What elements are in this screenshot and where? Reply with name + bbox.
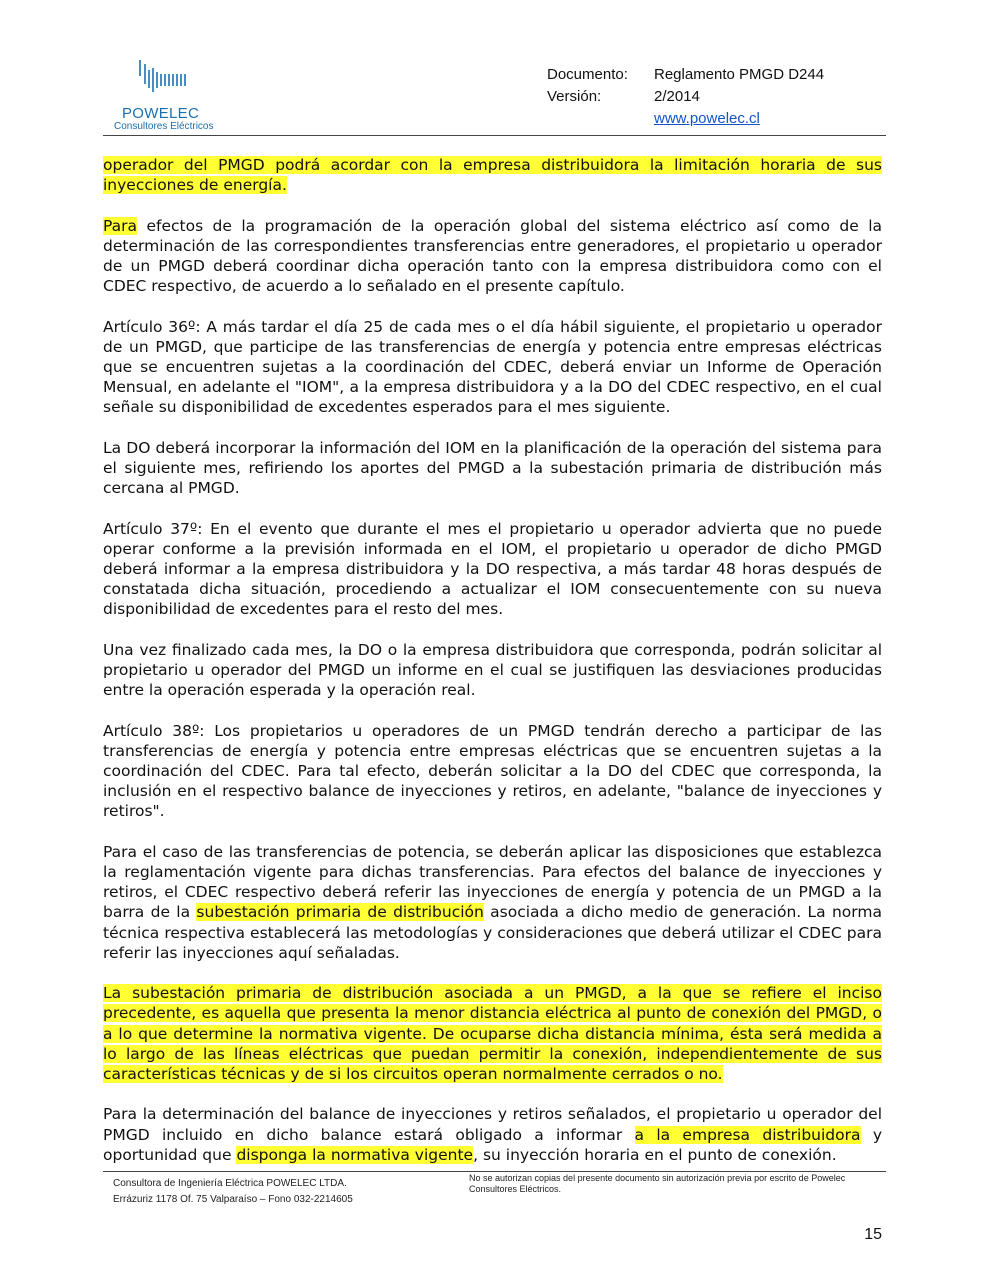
paragraph-text: y oportunidad que [103,1125,882,1164]
paragraph-9 [103,983,882,1084]
document-value: Reglamento PMGD D244 [654,66,825,83]
logo-name: POWELEC [122,105,200,122]
footer-company-info [113,1176,353,1208]
highlighted-text: a la empresa distribuidora [634,1125,861,1144]
highlighted-text: operador del PMGD podrá acordar con la empresa distribuidora la limitación horaria de sus inyecciones de energía. [103,156,882,195]
version-value: 2/2014 [654,88,700,105]
highlighted-text: subestación primaria de distribución [196,903,484,922]
article-36: Artículo 36º: A más tardar el día 25 de cada mes o el día hábil siguiente, el propietario u operador de un PMGD, que participe de las transferencias de energía y potencia entre empresas eléctricas que se encuentren sujetas a la coordinación del CDEC, deberá enviar un Informe de Operación Mensual, en adelante el "IOM", a la empresa distribuidora y a la DO del CDEC respectivo, en el cual señale su disponibilidad de excedentes esperados para el mes siguiente. [103,317,882,417]
paragraph-1 [103,155,882,195]
version-label: Versión: [547,88,602,105]
website-link[interactable]: www.powelec.cl [654,110,760,127]
document-body [103,155,882,1185]
footer-notice: No se autorizan copias del presente documento sin autorización previa por escrito de Powelec Consultores Eléctricos. [469,1173,846,1194]
highlighted-text: disponga la normativa vigente [236,1145,474,1164]
paragraph-10 [103,1104,882,1165]
highlighted-text: Para [103,216,138,235]
logo-subtitle: Consultores Eléctricos [114,121,214,132]
paragraph-text: , su inyección horaria en el punto de conexión. [473,1145,837,1164]
company-logo [112,58,232,134]
page-number: 15 [864,1226,882,1243]
footer-divider [103,1171,886,1172]
logo-bars-icon [134,58,194,102]
paragraph-text: efectos de la programación de la operación global del sistema eléctrico así como de la determinación de las correspondientes transferencias entre generadores, el propietario u operador de un PMGD deberá coordinar dicha operación tanto con la empresa distribuidora como con el CDEC respectivo, de acuerdo a lo señalado en el presente capítulo. [103,216,882,296]
article-37: Artículo 37º: En el evento que durante el mes el propietario u operador advierta que no puede operar conforme a la previsión informada en el IOM, el propietario u operador de dicho PMGD deberá informar a la empresa distribuidora y la DO respectiva, a más tardar 48 horas después de constatada dicha situación, procediendo a actualizar el IOM consecuentemente con su nueva disponibilidad de excedentes para el resto del mes. [103,519,882,619]
highlighted-text: La subestación primaria de distribución asociada a un PMGD, a la que se refiere el inciso precedente, es aquella que presenta la menor distancia eléctrica al punto de conexión del PMGD, o a lo que determine la normativa vigente. De ocuparse dicha distancia mínima, ésta será medida a lo largo de las líneas eléctricas que puedan permitir la conexión, independientemente de sus características técnicas y de si los circuitos operan normalmente cerrados o no. [103,984,882,1084]
header-divider [103,135,886,136]
paragraph-6: Una vez finalizado cada mes, la DO o la empresa distribuidora que corresponda, podrán solicitar al propietario u operador del PMGD un informe en el cual se justifiquen las desviaciones producidas entre la operación esperada y la operación real. [103,640,882,700]
paragraph-text: Para la determinación del balance de inyecciones y retiros señalados, el propietario u operador del PMGD incluido en dicho balance estará obligado a informar [103,1105,882,1144]
document-label: Documento: [547,66,628,83]
article-38: Artículo 38º: Los propietarios u operadores de un PMGD tendrán derecho a participar de las transferencias de energía y potencia entre empresas eléctricas que se encuentren sujetas a la coordinación del CDEC. Para tal efecto, deberán solicitar a la DO del CDEC que corresponda, la inclusión en el respectivo balance de inyecciones y retiros, en adelante, "balance de inyecciones y retiros". [103,721,882,821]
paragraph-text: Para el caso de las transferencias de potencia, se deberán aplicar las disposiciones que establezca la reglamentación vigente para dichas transferencias. Para efectos del balance de inyecciones y retiros, el CDEC respectivo deberá referir las inyecciones de energía y potencia de un PMGD a la barra de la [103,842,882,922]
paragraph-8 [103,842,882,963]
paragraph-4: La DO deberá incorporar la información del IOM en la planificación de la operación del sistema para el siguiente mes, refiriendo los aportes del PMGD a la subestación primaria de distribución más cercana al PMGD. [103,438,882,498]
footer-address: Errázuriz 1178 Of. 75 Valparaíso – Fono 032-2214605 [113,1194,353,1205]
paragraph-text: asociada a dicho medio de generación. La norma técnica respectiva establecerá las metodologías y consideraciones que deberá utilizar el CDEC para referir las inyecciones aquí señaladas. [103,903,882,962]
spacer [547,108,654,130]
document-info [547,64,824,130]
footer-company: Consultora de Ingeniería Eléctrica POWELEC LTDA. [113,1178,347,1189]
paragraph-2 [103,216,882,297]
